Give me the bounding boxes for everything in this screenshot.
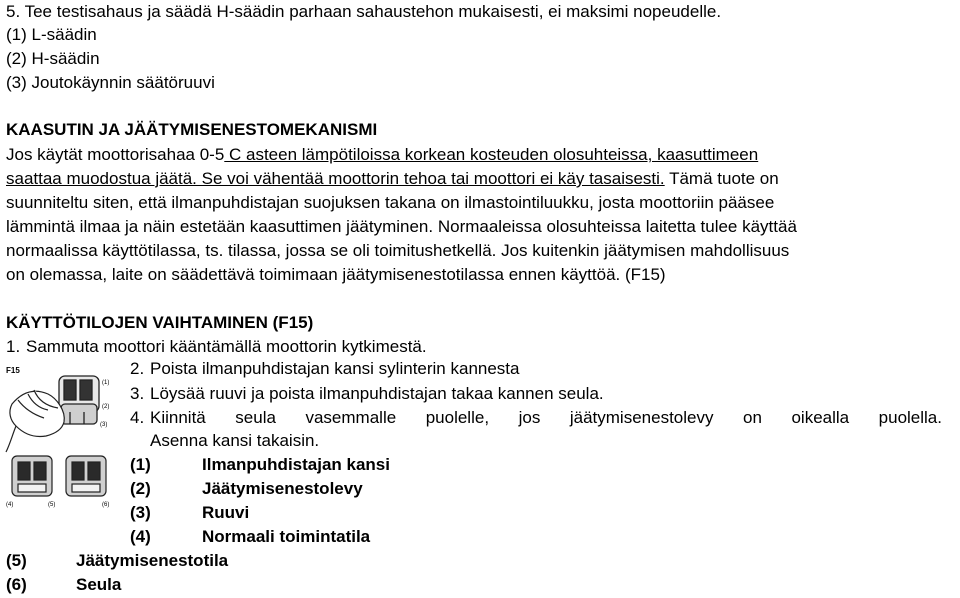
step-4-text: Kiinnitä seula vasemmalle puolelle, jos jäätymisenestolevy on oikealla puolella. (150, 408, 942, 427)
section1-line-6: on olemassa, laite on säädettävä toimimaan jäätymisenestotilassa ennen käyttöä. (F15) (6, 265, 666, 284)
step-2-num: 2. (130, 359, 145, 378)
line1-part-b: C asteen lämpötiloissa korkean kosteuden olosuhteissa, kaasuttimeen (224, 145, 759, 164)
line2-underlined: saattaa muodostua jäätä. Se voi vähentää moottorin tehoa tai moottori ei käy tasaisesti. (6, 169, 665, 188)
callout-5: (5) (48, 502, 56, 508)
callout-4: (4) (6, 502, 14, 508)
step-1-text: Sammuta moottori kääntämällä moottorin kytkimestä. (26, 337, 427, 356)
section-title-carburetor: KAASUTIN JA JÄÄTYMISENESTOMEKANISMI (6, 120, 378, 139)
step-2 (130, 359, 519, 379)
figure-f15-drawing (4, 364, 122, 524)
label-2-num: (2) (130, 479, 151, 498)
step-3-text: Löysää ruuvi ja poista ilmanpuhdistajan takaa kannen seula. (150, 384, 604, 403)
callout-2: (2) (102, 404, 110, 410)
step-4-continuation: Asenna kansi takaisin. (150, 431, 320, 450)
step-1-num: 1. (6, 337, 21, 356)
step-3 (130, 384, 604, 404)
step-4-num: 4. (130, 408, 145, 427)
label-5-text: Jäätymisenestotila (76, 551, 229, 570)
air-cleaner-illustration (59, 376, 99, 424)
figure-f15 (4, 364, 122, 524)
label-3-text: Ruuvi (202, 503, 250, 522)
label-1-num: (1) (130, 455, 151, 474)
label-2-text: Jäätymisenestolevy (202, 479, 363, 498)
label-4-text: Normaali toimintatila (202, 527, 371, 546)
callout-6: (6) (102, 502, 110, 508)
label-5-num: (5) (6, 551, 27, 570)
hand-illustration (6, 390, 64, 452)
label-1-text: Ilmanpuhdistajan kansi (202, 455, 390, 474)
label-3-num: (3) (130, 503, 151, 522)
adjuster-idle: (3) Joutokäynnin säätöruuvi (6, 73, 215, 92)
adjuster-l: (1) L-säädin (6, 25, 97, 44)
adjuster-h: (2) H-säädin (6, 49, 100, 68)
section1-line-2 (6, 169, 779, 189)
line1-part-a: Jos käytät moottorisahaa 0-5 (6, 145, 225, 164)
section1-line-4: lämmintä ilmaa ja näin estetään kaasuttimen jäätyminen. Normaaleissa olosuhteissa laitetta tulee käyttää (6, 217, 797, 236)
section1-line-5: normaalissa käyttötilassa, ts. tilassa, jossa se oli toimitushetkellä. Jos kuitenkin jäätymisen mahdollisuus (6, 241, 790, 260)
section-title-mode-change: KÄYTTÖTILOJEN VAIHTAMINEN (F15) (6, 313, 314, 332)
step-4 (130, 408, 942, 428)
step-1 (6, 337, 427, 357)
label-6-text: Seula (76, 575, 122, 594)
step-2-text: Poista ilmanpuhdistajan kansi sylinterin kannesta (150, 359, 520, 378)
step-3-num: 3. (130, 384, 145, 403)
step-5-text: 5. Tee testisahaus ja säädä H-säädin parhaan sahaustehon mukaisesti, ei maksimi nopeudelle. (6, 2, 722, 21)
figure-tag: F15 (6, 366, 20, 375)
label-6-num: (6) (6, 575, 27, 594)
mode-illustrations (12, 456, 106, 496)
line2-tail: Tämä tuote on (664, 169, 779, 188)
section1-line-3: suunniteltu siten, että ilmanpuhdistajan suojuksen takana on ilmastointiluukku, josta moottoriin pääsee (6, 193, 775, 212)
callout-3: (3) (100, 422, 108, 428)
section1-line-1 (6, 145, 758, 165)
label-4-num: (4) (130, 527, 151, 546)
callout-1: (1) (102, 380, 110, 386)
